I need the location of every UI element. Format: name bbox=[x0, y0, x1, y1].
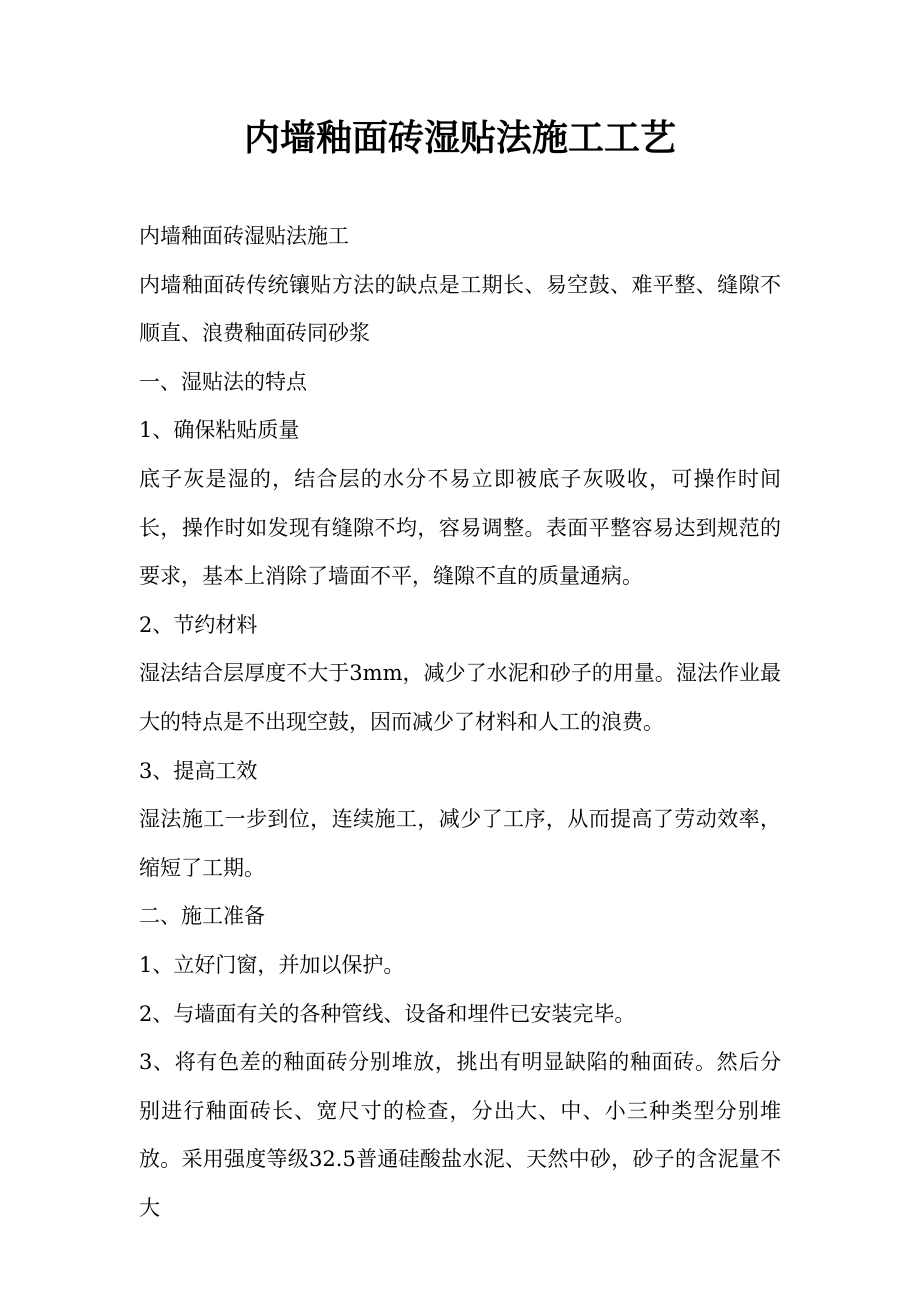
paragraph-subtitle: 内墙釉面砖湿贴法施工 bbox=[139, 224, 349, 248]
paragraph-quality: 底子灰是湿的，结合层的水分不易立即被底子灰吸收，可操作时间长，操作时如发现有缝隙不均，容易调整。表面平整容易达到规范的要求，基本上消除了墙面不平，缝隙不直的质量通病。 bbox=[139, 466, 781, 589]
list-item-prep-1: 1、立好门窗，并加以保护。 bbox=[139, 952, 405, 977]
subheading-quality: 1、确保粘贴质量 bbox=[139, 418, 300, 443]
paragraph-efficiency: 湿法施工一步到位，连续施工，减少了工序，从而提高了劳动效率，缩短了工期。 bbox=[139, 807, 781, 880]
subheading-efficiency: 3、提高工效 bbox=[139, 758, 258, 783]
paragraph-materials: 湿法结合层厚度不大于3mm，减少了水泥和砂子的用量。湿法作业最大的特点是不出现空鼓，因而减少了材料和人工的浪费。 bbox=[139, 661, 781, 734]
section-heading-features: 一、湿贴法的特点 bbox=[139, 369, 307, 394]
document-body bbox=[139, 212, 781, 1232]
list-item-prep-3: 3、将有色差的釉面砖分别堆放，挑出有明显缺陷的釉面砖。然后分别进行釉面砖长、宽尺寸的检查，分出大、中、小三种类型分别堆放。采用强度等级32.5普通硅酸盐水泥、天然中砂，砂子的含泥量不大 bbox=[139, 1050, 781, 1220]
list-item-prep-2: 2、与墙面有关的各种管线、设备和埋件已安装完毕。 bbox=[139, 1001, 636, 1026]
document-title: 内墙釉面砖湿贴法施工工艺 bbox=[243, 117, 676, 159]
section-heading-preparation: 二、施工准备 bbox=[139, 904, 265, 929]
subheading-materials: 2、节约材料 bbox=[139, 612, 258, 637]
paragraph-intro: 内墙釉面砖传统镶贴方法的缺点是工期长、易空鼓、难平整、缝隙不顺直、浪费釉面砖同砂浆 bbox=[139, 272, 781, 346]
